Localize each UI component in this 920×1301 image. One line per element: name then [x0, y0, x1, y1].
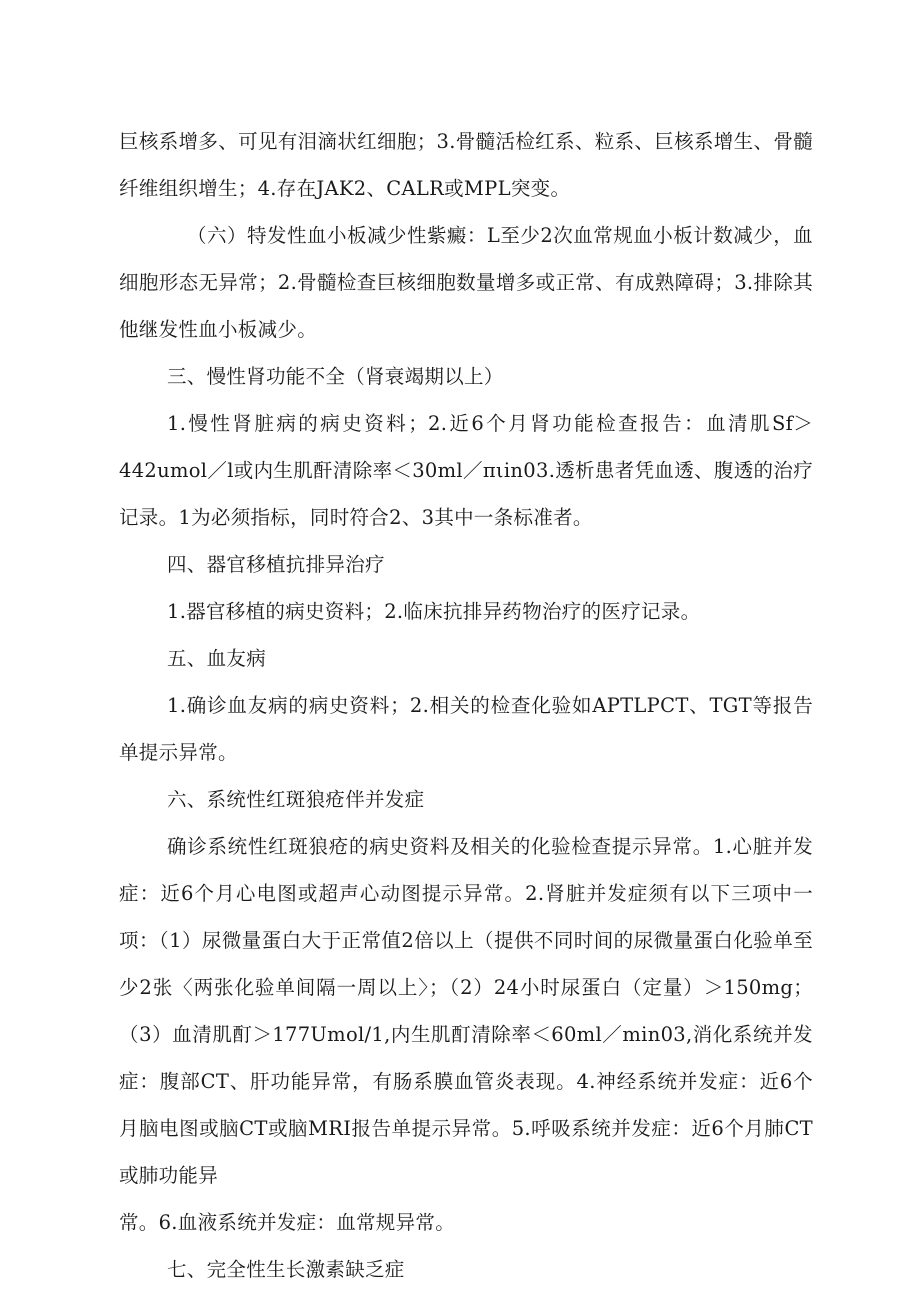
paragraph-renal: 1.慢性肾脏病的病史资料；2.近6个月肾功能检查报告：血清肌Sf＞442umol／l或内生肌酐清除率＜30ml／πιin03.透析患者凭血透、腹透的治疗记录。1为必须指标，同时符合2、3其中一条标准者。	[119, 412, 813, 529]
section-heading-growth-hormone: 七、完全性生长激素缺乏症	[167, 1258, 405, 1281]
section-heading-renal: 三、慢性肾功能不全（肾衰竭期以上）	[167, 365, 504, 388]
paragraph-continuation: 巨核系增多、可见有泪滴状红细胞；3.骨髓活检红系、粒系、巨核系增生、骨髓纤维组织增生；4.存在JAK2、CALR或MPL突变。	[119, 130, 813, 200]
section-heading-hemophilia: 五、血友病	[167, 647, 267, 670]
paragraph-lupus: 确诊系统性红斑狼疮的病史资料及相关的化验检查提示异常。1.心脏并发症：近6个月心电图或超声心动图提示异常。2.肾脏并发症须有以下三项中一项：（1）尿微量蛋白大于正常值2倍以上（提供不同时间的尿微量蛋白化验单至少2张〈两张化验单间隔一周以上〉；（2）24小时尿蛋白（定量）＞150mg；（3）血清肌酊＞177Umol/1,内生肌酊清除率＜60ml／min03,消化系统并发症：腹部CT、肝功能异常，有肠系膜血管炎表现。4.神经系统并发症：近6个月脑电图或脑CT或脑MRI报告单提示异常。5.呼吸系统并发症：近6个月肺CT或肺功能异	[119, 835, 813, 1187]
paragraph-lupus-continuation: 常。6.血液系统并发症：血常规异常。	[119, 1211, 456, 1234]
document-body	[119, 118, 813, 1293]
paragraph-itp: （六）特发性血小板减少性紫癜：L至少2次血常规血小板计数减少，血细胞形态无异常；2.骨髓检查巨核细胞数量增多或正常、有成熟障碍；3.排除其他继发性血小板减少。	[119, 224, 813, 341]
section-heading-lupus: 六、系统性红斑狼疮伴并发症	[167, 788, 425, 811]
section-heading-transplant: 四、器官移植抗排异治疗	[167, 553, 385, 576]
paragraph-hemophilia: 1.确诊血友病的病史资料；2.相关的检查化验如APTLPCT、TGT等报告单提示异常。	[119, 694, 813, 764]
paragraph-transplant: 1.器官移植的病史资料；2.临床抗排异药物治疗的医疗记录。	[167, 600, 701, 623]
